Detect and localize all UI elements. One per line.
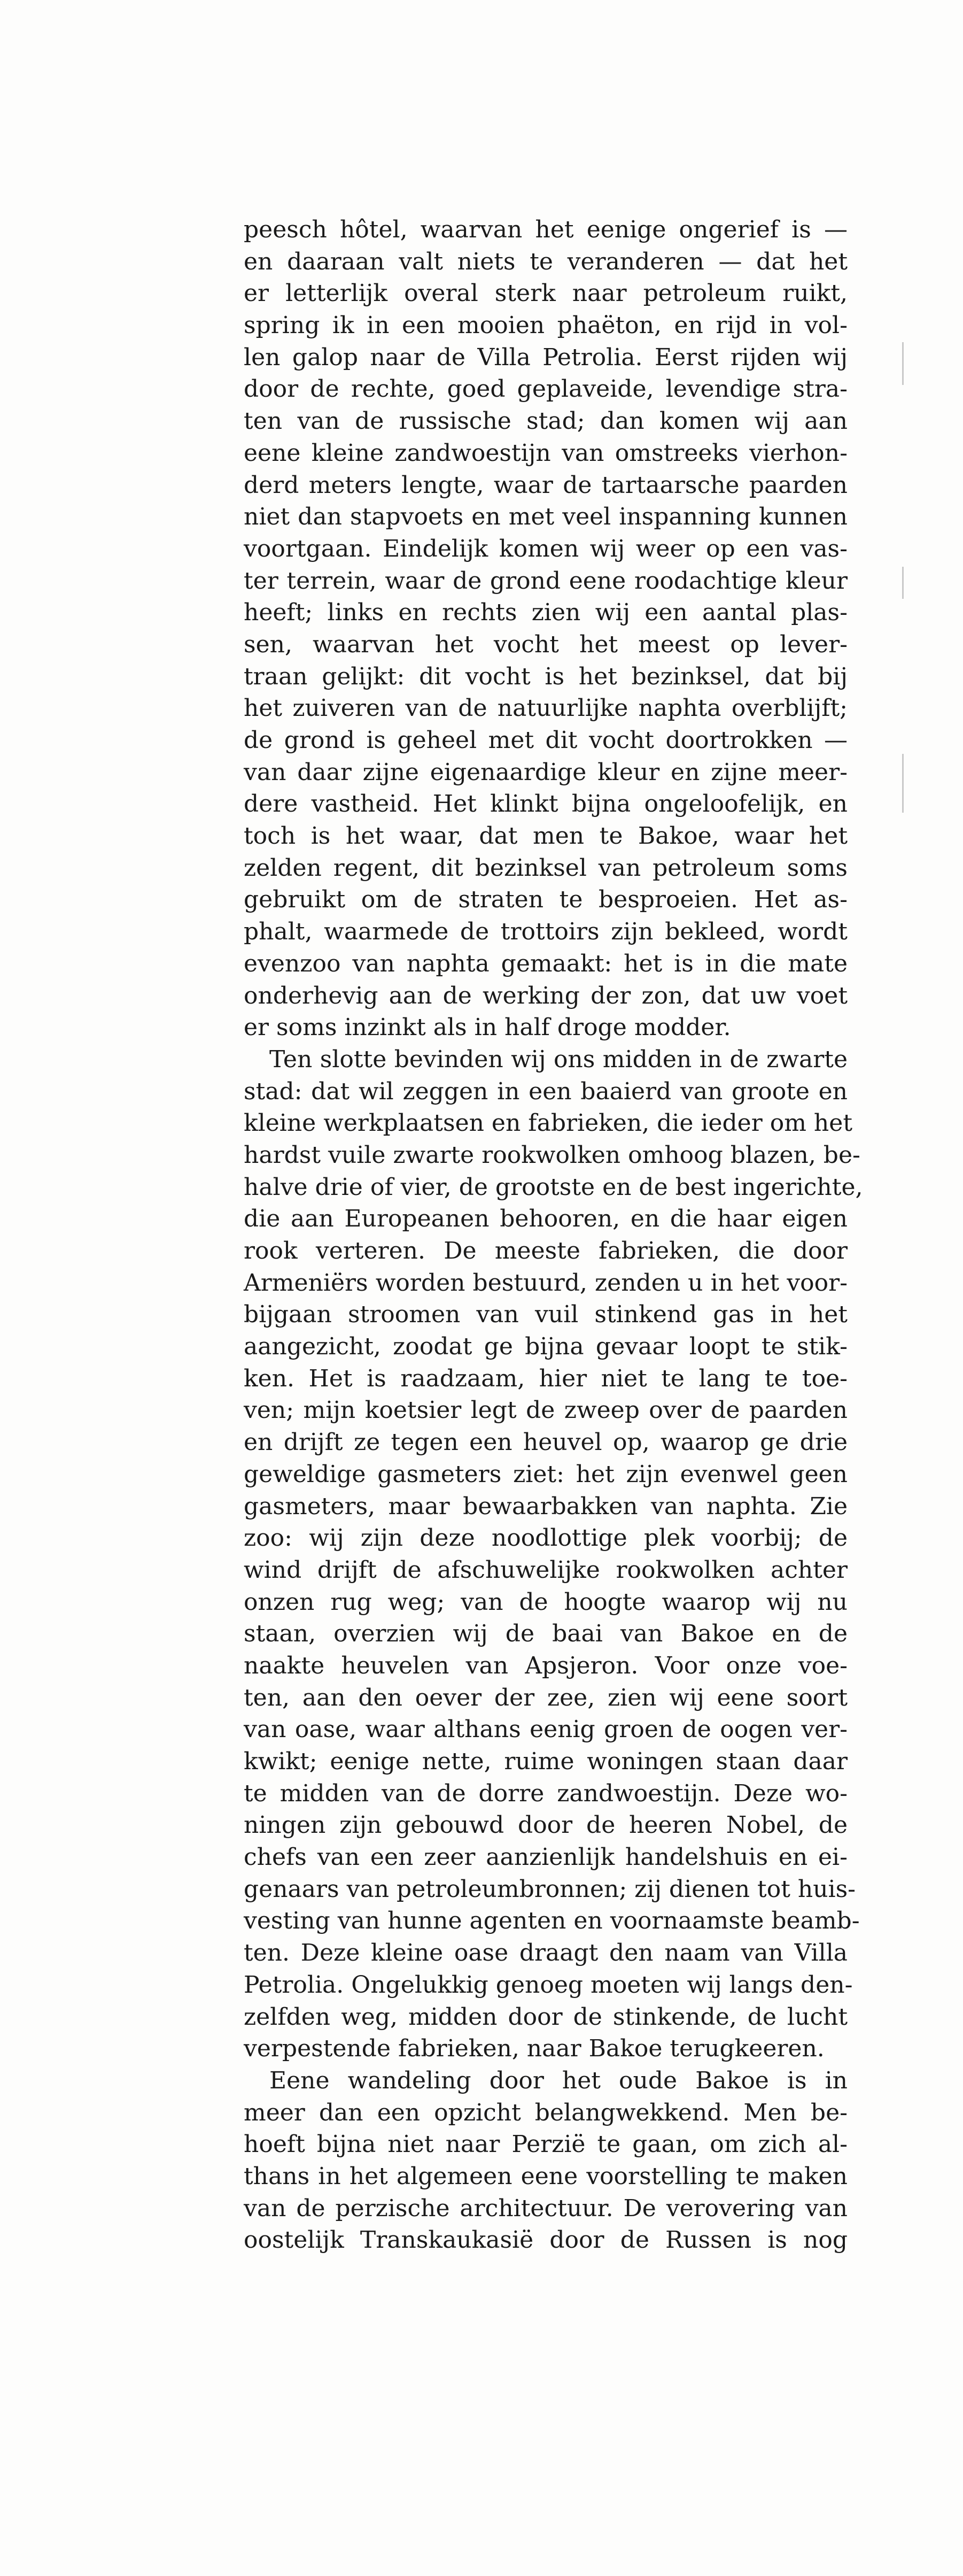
text-line: eene kleine zandwoestijn van omstreeks vierhon- — [244, 439, 848, 467]
text-line: ten, aan den oever der zee, zien wij eene soort — [244, 1684, 848, 1711]
text-line: zelfden weg, midden door de stinkende, de lucht — [244, 2003, 848, 2031]
text-line: er letterlijk overal sterk naar petroleum ruikt, — [244, 280, 848, 307]
scan-margin-mark — [902, 567, 904, 599]
text-line: genaars van petroleumbronnen; zij dienen tot huis- — [244, 1875, 856, 1903]
text-line: ken. Het is raadzaam, hier niet te lang te toe- — [244, 1364, 848, 1392]
text-line: meer dan een opzicht belangwekkend. Men be- — [244, 2099, 848, 2126]
text-line: hardst vuile zwarte rookwolken omhoog blazen, be- — [244, 1141, 860, 1169]
text-line: van de perzische architectuur. De verovering van — [244, 2194, 848, 2222]
text-line: traan gelijkt: dit vocht is het bezinksel, dat bij — [244, 662, 848, 690]
text-line: door de rechte, goed geplaveide, levendige stra- — [244, 375, 848, 403]
text-line: phalt, waarmede de trottoirs zijn bekleed, wordt — [244, 918, 848, 946]
text-line: zoo: wij zijn deze noodlottige plek voorbij; de — [244, 1524, 848, 1552]
text-line: en drijft ze tegen een heuvel op, waarop ge drie — [244, 1429, 848, 1456]
text-line: halve drie of vier, de grootste en de best ingerichte, — [244, 1173, 863, 1201]
text-line: peesch hôtel, waarvan het eenige ongerief is — — [244, 216, 848, 243]
text-line: te midden van de dorre zandwoestijn. Deze wo- — [244, 1779, 848, 1807]
text-line: en daaraan valt niets te veranderen — dat het — [244, 248, 848, 275]
text-line: zelden regent, dit bezinksel van petroleum soms — [244, 854, 848, 882]
text-line: heeft; links en rechts zien wij een aantal plas- — [244, 599, 848, 627]
text-line: gasmeters, maar bewaarbakken van naphta. Zie — [244, 1492, 848, 1520]
text-line: naakte heuvelen van Apsjeron. Voor onze voe- — [244, 1652, 848, 1679]
text-line: derd meters lengte, waar de tartaarsche paarden — [244, 471, 848, 499]
text-line: voortgaan. Eindelijk komen wij weer op een vas- — [244, 535, 848, 562]
text-line: oostelijk Transkaukasië door de Russen is nog — [244, 2226, 848, 2254]
text-line: vesting van hunne agenten en voornaamste beamb- — [244, 1907, 860, 1935]
text-line: Petrolia. Ongelukkig genoeg moeten wij langs den- — [244, 1971, 853, 1999]
text-line: ter terrein, waar de grond eene roodachtige kleur — [244, 567, 848, 595]
text-line: aangezicht, zoodat ge bijna gevaar loopt te stik- — [244, 1333, 848, 1361]
text-line: hoeft bijna niet naar Perzië te gaan, om zich al- — [244, 2131, 848, 2158]
text-line: gebruikt om de straten te besproeien. Het as- — [244, 886, 848, 914]
text-line: dere vastheid. Het klinkt bijna ongeloofelijk, en — [244, 790, 848, 818]
text-line: de grond is geheel met dit vocht doortrokken — — [244, 727, 848, 754]
text-line: ten van de russische stad; dan komen wij aan — [244, 407, 848, 435]
text-line: Ten slotte bevinden wij ons midden in de zwarte — [269, 1045, 848, 1073]
text-line: ten. Deze kleine oase draagt den naam van Villa — [244, 1939, 848, 1967]
text-line: ningen zijn gebouwd door de heeren Nobel, de — [244, 1811, 848, 1839]
text-line: van daar zijne eigenaardige kleur en zijne meer- — [244, 758, 848, 786]
scan-margin-mark — [902, 754, 904, 813]
text-line: van oase, waar althans eenig groen de oogen ver- — [244, 1716, 848, 1744]
text-line: toch is het waar, dat men te Bakoe, waar het — [244, 822, 848, 850]
text-line: wind drijft de afschuwelijke rookwolken achter — [244, 1556, 848, 1584]
scan-margin-mark — [902, 342, 904, 385]
text-line: kleine werkplaatsen en fabrieken, die ieder om het — [244, 1109, 852, 1137]
text-line: onderhevig aan de werking der zon, dat uw voet — [244, 982, 848, 1009]
text-line: evenzoo van naphta gemaakt: het is in die mate — [244, 950, 848, 977]
text-line: staan, overzien wij de baai van Bakoe en de — [244, 1620, 848, 1648]
text-line: Eene wandeling door het oude Bakoe is in — [269, 2066, 848, 2094]
text-line: chefs van een zeer aanzienlijk handelshuis en ei- — [244, 1844, 848, 1871]
text-line: verpestende fabrieken, naar Bakoe terugkeeren. — [244, 2035, 825, 2063]
text-line: die aan Europeanen behooren, en die haar eigen — [244, 1205, 848, 1233]
text-line: er soms inzinkt als in half droge modder. — [244, 1014, 731, 1042]
text-line: spring ik in een mooien phaëton, en rijd in vol- — [244, 312, 848, 340]
text-line: sen, waarvan het vocht het meest op lever- — [244, 630, 848, 658]
text-line: stad: dat wil zeggen in een baaierd van groote en — [244, 1077, 848, 1105]
page-text — [244, 214, 863, 2256]
text-line: niet dan stapvoets en met veel inspanning kunnen — [244, 503, 848, 531]
text-line: len galop naar de Villa Petrolia. Eerst rijden wij — [244, 343, 848, 371]
text-line: het zuiveren van de natuurlijke naphta overblijft; — [244, 695, 848, 722]
text-line: thans in het algemeen eene voorstelling te maken — [244, 2162, 848, 2190]
text-line: geweldige gasmeters ziet: het zijn evenwel geen — [244, 1460, 848, 1488]
text-line: rook verteren. De meeste fabrieken, die door — [244, 1237, 848, 1264]
text-line: Armeniërs worden bestuurd, zenden u in het voor- — [244, 1269, 848, 1297]
text-line: kwikt; eenige nette, ruime woningen staan daar — [244, 1748, 848, 1775]
text-line: bijgaan stroomen van vuil stinkend gas in het — [244, 1301, 848, 1329]
text-line: onzen rug weg; van de hoogte waarop wij nu — [244, 1588, 848, 1616]
text-line: ven; mijn koetsier legt de zweep over de paarden — [244, 1397, 848, 1424]
